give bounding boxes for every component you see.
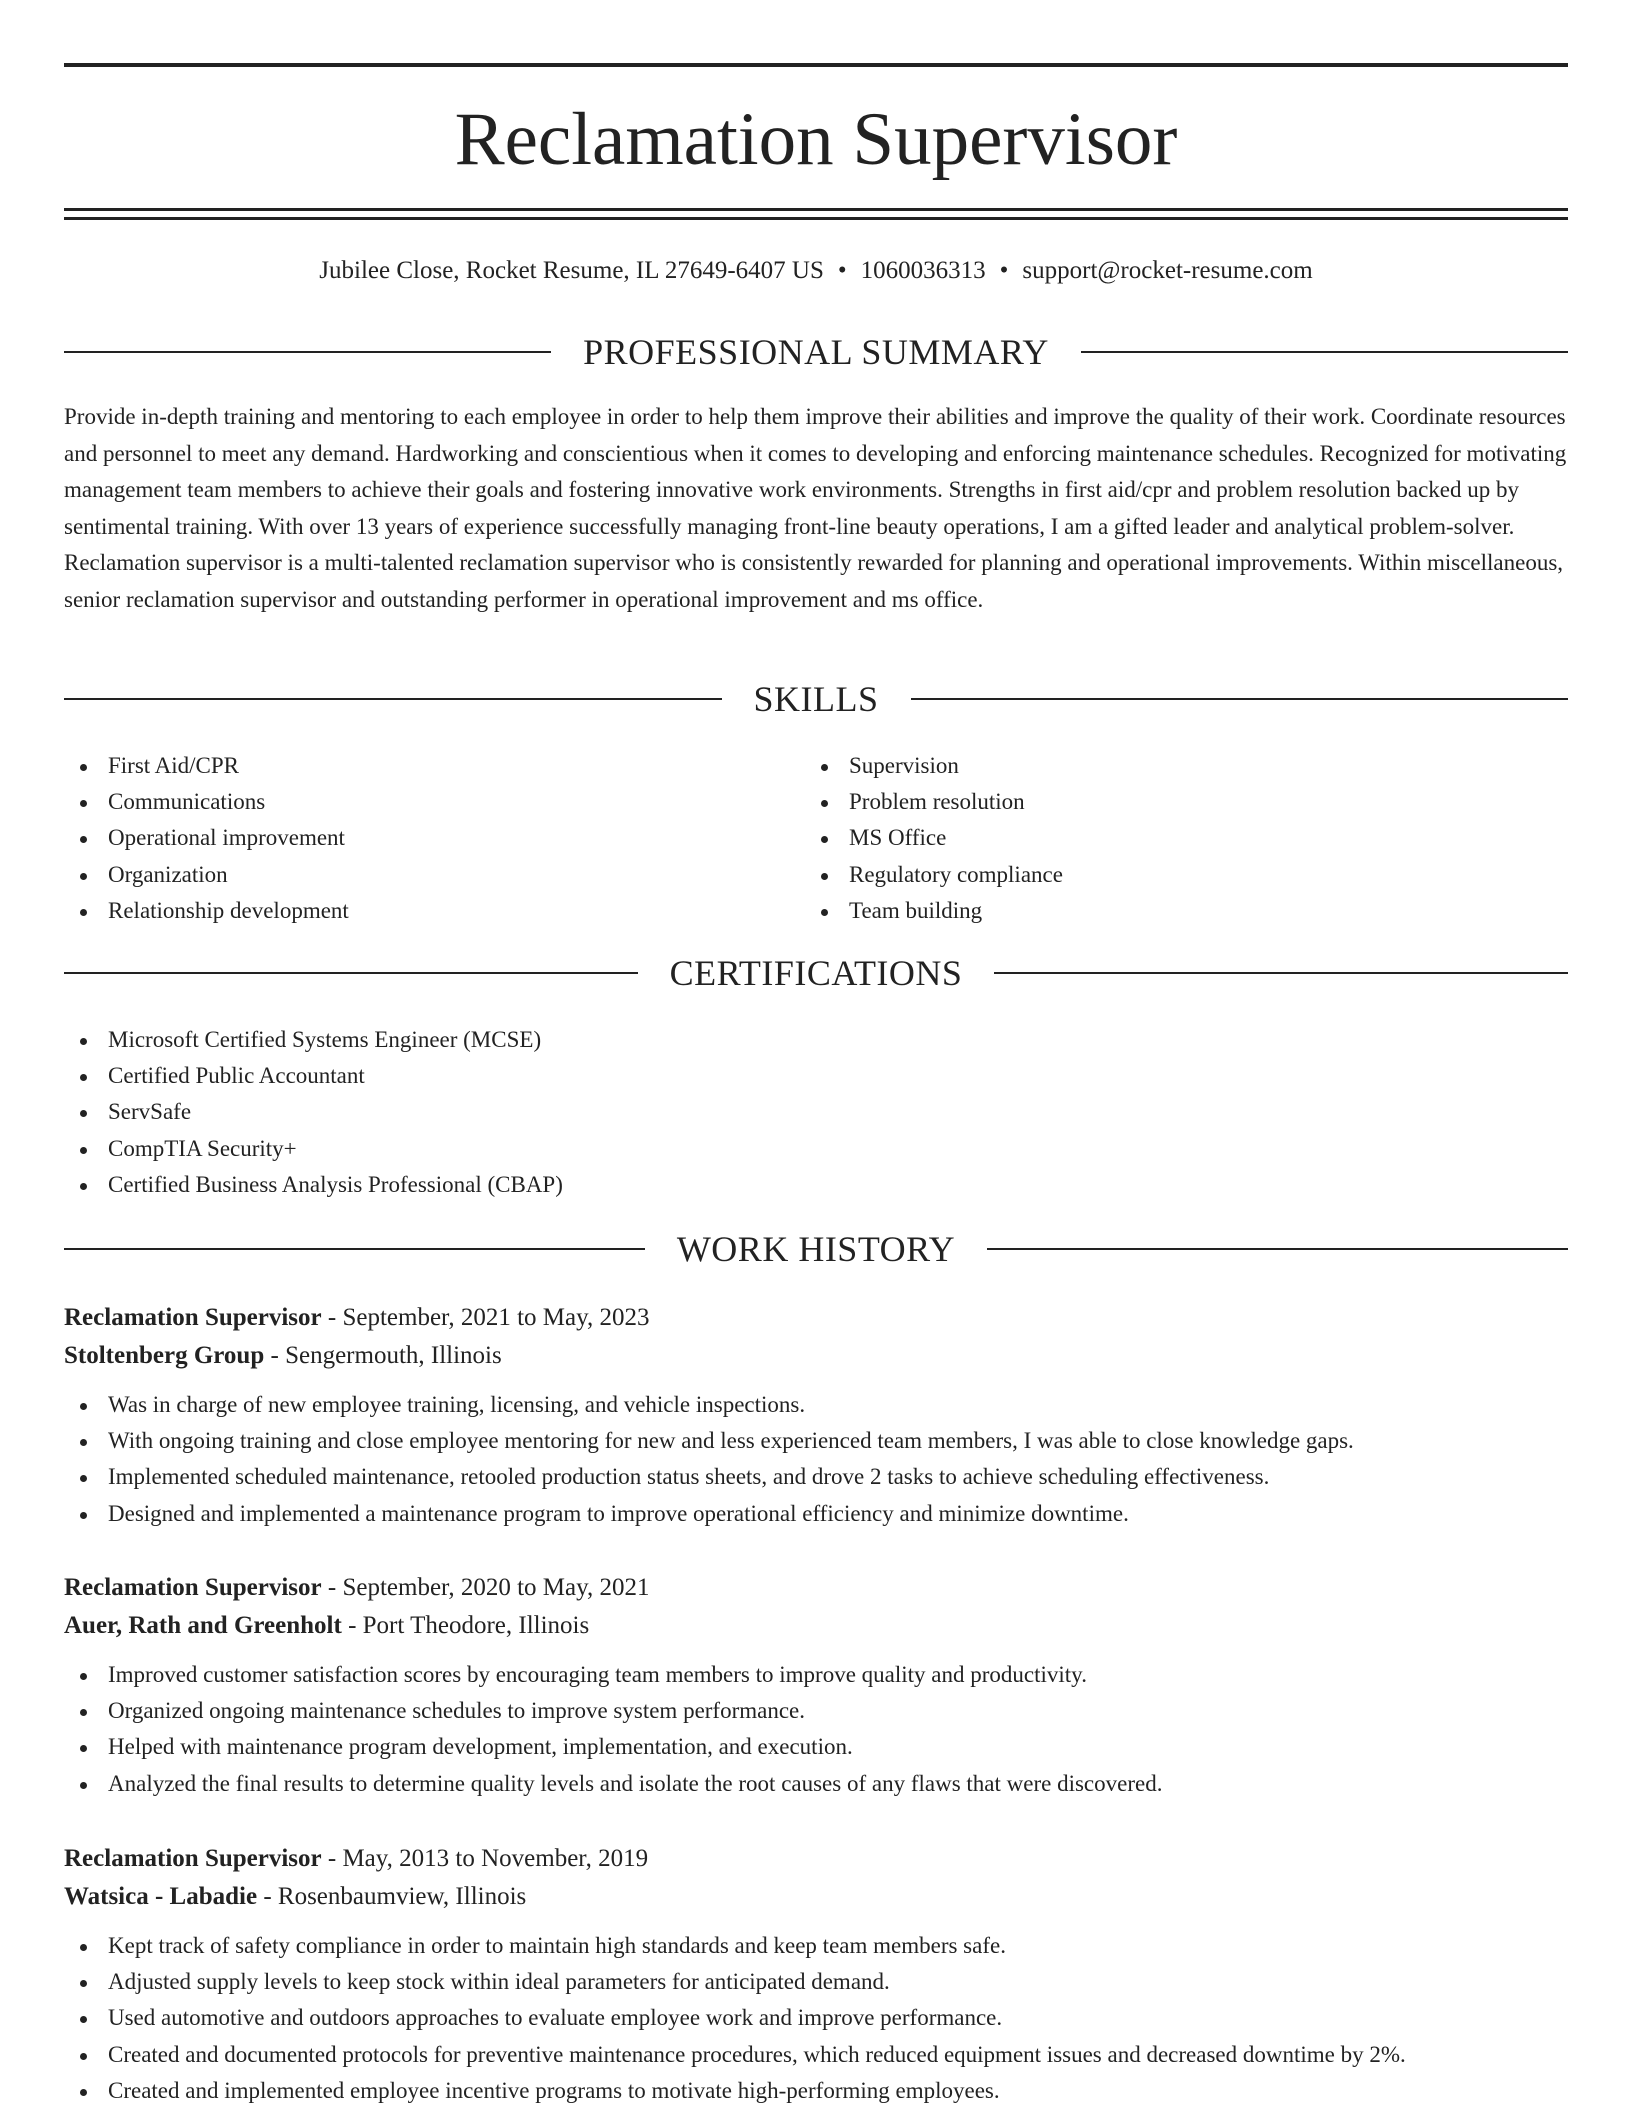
skill-item: Problem resolution: [805, 784, 1063, 820]
contact-separator: •: [999, 257, 1009, 284]
job-bullet: Improved customer satisfaction scores by encouraging team members to improve quality and productivity.: [64, 1657, 1568, 1693]
skill-item: MS Office: [805, 820, 1063, 856]
skill-item: Operational improvement: [64, 820, 349, 856]
heading-rule: [994, 972, 1568, 974]
job-company-line: [64, 1878, 1568, 1916]
job-bullet: Analyzed the final results to determine quality levels and isolate the root causes of any flaws that were discovered.: [64, 1766, 1568, 1802]
heading-rule: [1081, 351, 1568, 353]
section-heading-summary: [64, 330, 1568, 374]
job-entry: [64, 1569, 1568, 1802]
job-company: Watsica - Labadie: [64, 1883, 258, 1910]
job-title: Reclamation Supervisor: [64, 1574, 322, 1601]
header-top-rule: [64, 63, 1568, 67]
heading-rule: [64, 1248, 645, 1250]
heading-rule: [64, 351, 551, 353]
job-role-line: [64, 1840, 1568, 1878]
skills-list-left: [64, 748, 349, 929]
job-dates: - September, 2020 to May, 2021: [321, 1574, 650, 1601]
job-role-line: [64, 1569, 1568, 1607]
job-bullet: With ongoing training and close employee mentoring for new and less experienced team members, I was able to close knowledge gaps.: [64, 1423, 1568, 1459]
job-bullet: Helped with maintenance program development, implementation, and execution.: [64, 1729, 1568, 1765]
skill-item: Team building: [805, 893, 1063, 929]
certification-item: Certified Public Accountant: [64, 1058, 563, 1094]
job-bullet: Implemented scheduled maintenance, retooled production status sheets, and drove 2 tasks to achieve scheduling effectiveness.: [64, 1459, 1568, 1495]
job-company-line: [64, 1607, 1568, 1645]
job-bullets: [64, 1387, 1568, 1532]
job-bullet: Created and documented protocols for preventive maintenance procedures, which reduced equipment issues and decreased downtime by 2%.: [64, 2037, 1568, 2073]
section-heading-skills: [64, 677, 1568, 721]
heading-rule: [911, 698, 1569, 700]
job-location: - Sengermouth, Illinois: [264, 1342, 502, 1369]
certification-item: CompTIA Security+: [64, 1131, 563, 1167]
skill-item: Relationship development: [64, 893, 349, 929]
job-entry: [64, 1840, 1568, 2109]
resume-title: Reclamation Supervisor: [454, 98, 1178, 181]
certifications-list: [64, 1022, 563, 1203]
certification-item: ServSafe: [64, 1094, 563, 1130]
header-double-rule: [64, 208, 1568, 220]
job-company: Stoltenberg Group: [64, 1342, 265, 1369]
contact-address: Jubilee Close, Rocket Resume, IL 27649-6407 US: [319, 257, 824, 284]
contact-phone: 1060036313: [860, 257, 986, 284]
section-heading-certifications: [64, 951, 1568, 995]
job-bullet: Created and implemented employee incentive programs to motivate high-performing employees.: [64, 2073, 1568, 2109]
skills-list-right: [805, 748, 1063, 929]
job-dates: - September, 2021 to May, 2023: [321, 1304, 650, 1331]
certification-item: Microsoft Certified Systems Engineer (MCSE): [64, 1022, 563, 1058]
section-heading-work-history: [64, 1227, 1568, 1271]
job-bullets: [64, 1657, 1568, 1802]
job-entry: [64, 1299, 1568, 1532]
job-role-line: [64, 1299, 1568, 1337]
section-title: PROFESSIONAL SUMMARY: [583, 332, 1049, 372]
job-title: Reclamation Supervisor: [64, 1304, 322, 1331]
job-bullets: [64, 1928, 1568, 2109]
job-bullet: Was in charge of new employee training, licensing, and vehicle inspections.: [64, 1387, 1568, 1423]
job-bullet: Adjusted supply levels to keep stock within ideal parameters for anticipated demand.: [64, 1964, 1568, 2000]
section-title: CERTIFICATIONS: [669, 953, 963, 993]
heading-rule: [64, 698, 722, 700]
job-company-line: [64, 1337, 1568, 1375]
job-bullet: Organized ongoing maintenance schedules to improve system performance.: [64, 1693, 1568, 1729]
job-company: Auer, Rath and Greenholt: [64, 1612, 342, 1639]
summary-text: Provide in-depth training and mentoring to each employee in order to help them improve their abilities and improve the quality of their work. Coordinate resources and personnel to meet any demand. Hardworking and conscientious when it comes to developing and enforcing maintenance schedules. Recognized for motivating management team members to achieve their goals and fostering innovative work environments. Strengths in first aid/cpr and problem resolution backed up by sentimental training. With over 13 years of experience successfully managing front-line beauty operations, I am a gifted leader and analytical problem-solver. Reclamation supervisor is a multi-talented reclamation supervisor who is consistently rewarded for planning and operational improvements. Within miscellaneous, senior reclamation supervisor and outstanding performer in operational improvement and ms office.: [64, 404, 1567, 612]
contact-separator: •: [837, 257, 847, 284]
heading-rule: [987, 1248, 1568, 1250]
heading-rule: [64, 972, 638, 974]
contact-line: [64, 254, 1568, 288]
job-location: - Port Theodore, Illinois: [341, 1612, 590, 1639]
skill-item: Regulatory compliance: [805, 857, 1063, 893]
skill-item: Supervision: [805, 748, 1063, 784]
skill-item: First Aid/CPR: [64, 748, 349, 784]
section-title: SKILLS: [753, 679, 879, 719]
job-bullet: Used automotive and outdoors approaches to evaluate employee work and improve performance.: [64, 2000, 1568, 2036]
job-title: Reclamation Supervisor: [64, 1845, 322, 1872]
section-title: WORK HISTORY: [676, 1229, 956, 1269]
job-dates: - May, 2013 to November, 2019: [321, 1845, 649, 1872]
skill-item: Organization: [64, 857, 349, 893]
contact-email[interactable]: support@rocket-resume.com: [1022, 257, 1313, 284]
job-bullet: Designed and implemented a maintenance program to improve operational efficiency and minimize downtime.: [64, 1496, 1568, 1532]
certification-item: Certified Business Analysis Professional (CBAP): [64, 1167, 563, 1203]
job-location: - Rosenbaumview, Illinois: [257, 1883, 527, 1910]
job-bullet: Kept track of safety compliance in order to maintain high standards and keep team members safe.: [64, 1928, 1568, 1964]
skill-item: Communications: [64, 784, 349, 820]
